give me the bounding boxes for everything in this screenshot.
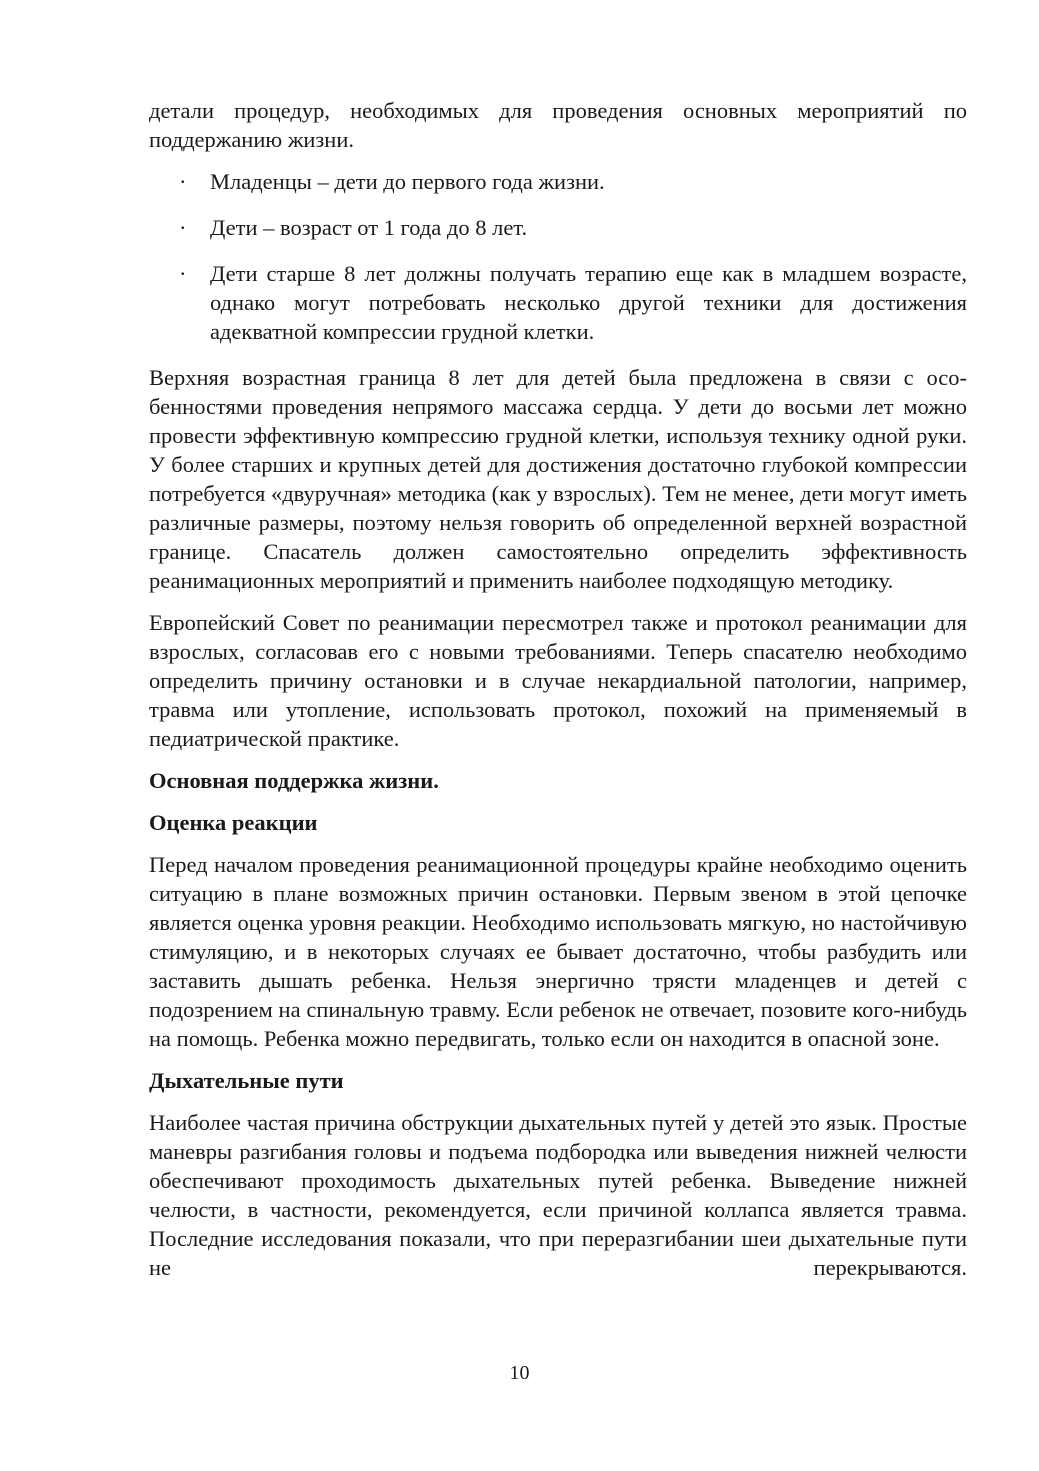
age-group-list xyxy=(149,167,967,346)
list-item-text: Дети старше 8 лет должны получать терапию еще как в младшем возрасте, однако могут потребовать несколько другой техники для достижения адекватной компрессии грудной клетки. xyxy=(210,261,967,344)
bullet-marker: · xyxy=(179,215,187,240)
list-item-text: Младенцы – дети до первого года жизни. xyxy=(210,169,605,194)
list-item-text: Дети – возраст от 1 года до 8 лет. xyxy=(210,215,528,240)
intro-paragraph: детали процедур, необходимых для проведения основных мероприятий по поддержанию жизни. xyxy=(149,98,967,152)
section-heading-airway: Дыхательные пути xyxy=(149,1068,344,1093)
list-item xyxy=(149,167,967,196)
page-number: 10 xyxy=(509,1362,530,1384)
section-heading-response: Оценка реакции xyxy=(149,810,318,835)
list-item xyxy=(149,259,967,346)
page-body xyxy=(149,96,967,1282)
bullet-marker: · xyxy=(179,169,187,194)
response-paragraph: Перед началом проведения реанимационной процедуры крайне необходимо оценить ситуацию в плане возможных причин остановки. Первым звеном в этой цепочке является оценка уровня реакции. Необходимо использовать мягкую, но настойчивую стимуляцию, и в некоторых случаях ее бывает достаточно, чтобы разбудить или заставить дышать ребенка. Нельзя энергично трясти младенцев и детей с подозрением на спинальную травму. Если ребенок не отвечает, позовите кого-нибудь на помощь. Ребенка можно передвигать, только если он находится в опасной зоне. xyxy=(149,852,967,1051)
bullet-marker: · xyxy=(179,261,187,286)
council-paragraph: Европейский Совет по реанимации пересмотрел также и протокол реанимации для взрослых, согласовав его с новыми требованиями. Теперь спасателю необходимо определить причину остановки и в случае некардиальной патологии, например, травма или утопление, использовать протокол, похожий на применяемый в педиатрической практике. xyxy=(149,610,967,751)
list-item xyxy=(149,213,967,242)
section-heading-basic-life-support: Основная поддержка жизни. xyxy=(149,768,439,793)
airway-paragraph: Наиболее частая причина обструкции дыхательных путей у детей это язык. Простые маневры разгибания головы и подъема подбородка или выведения нижней челюсти обеспечивают проходимость дыхательных путей ребенка. Выведение нижней челюсти, в частности, рекомендуется, если причиной коллапса является травма. Последние исследования показали, что при переразгибании шеи дыхательные пути не перекрываются. xyxy=(149,1110,967,1280)
age-limit-paragraph: Верхняя возрастная граница 8 лет для детей была предложена в связи с особенностями проведения непрямого массажа сердца. У дети до восьми лет можно провести эффективную компрессию грудной клетки, используя технику одной руки. У более старших и крупных детей для достижения достаточно глубокой компрессии потребуется «двуручная» методика (как у взрослых). Тем не менее, дети могут иметь различные размеры, поэтому нельзя говорить об определенной верхней возрастной границе. Спасатель должен самостоятельно определить эффективность реанимационных мероприятий и применить наиболее подходящую методику. xyxy=(149,365,967,593)
